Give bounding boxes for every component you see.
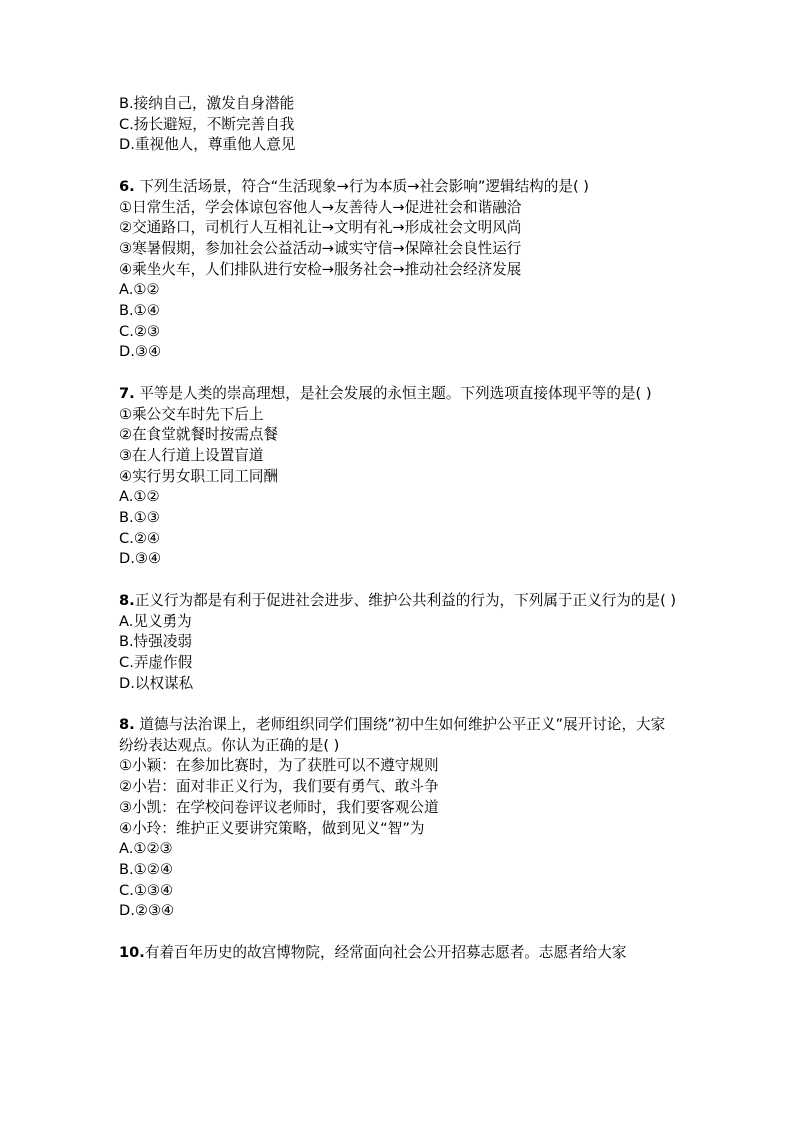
option-a: A.①② (119, 281, 160, 299)
option-a: A.①② (119, 488, 160, 506)
option-d: D.②③④ (119, 902, 175, 920)
statement-item: ①乘公交车时先下后上 (119, 405, 264, 423)
option-d: D.③④ (119, 343, 162, 361)
question-number: 8. (119, 716, 135, 734)
option-a: A.①②③ (119, 840, 173, 858)
question-text: 下列生活场景，符合“生活现象→行为本质→社会影响”逻辑结构的是( ) (134, 177, 589, 195)
statement-item: ④实行男女职工同工同酬 (119, 467, 279, 485)
question-7 (119, 384, 679, 570)
statement-item: ①日常生活，学会体谅包容他人→友善待人→促进社会和谐融洽 (119, 198, 522, 216)
question-number: 8. (119, 591, 135, 609)
statement-item: ②在食堂就餐时按需点餐 (119, 426, 279, 444)
option-b: B.①④ (119, 302, 160, 320)
statement-item: ①小颖：在参加比赛时，为了获胜可以不遵守规则 (119, 757, 439, 775)
option-b: B.①②④ (119, 860, 173, 878)
question-8b (119, 715, 679, 922)
option-c: C.②③ (119, 322, 160, 340)
question-stem (119, 715, 679, 756)
option-b: B.①③ (119, 509, 160, 527)
option-a: A.见义勇为 (119, 612, 192, 630)
statement-item: ④乘坐火车，人们排队进行安检→服务社会→推动社会经济发展 (119, 260, 522, 278)
statement-item: ③在人行道上设置盲道 (119, 446, 264, 464)
option-c: C.弄虚作假 (119, 653, 193, 671)
question-stem (119, 943, 679, 964)
option-d: D.重视他人，尊重他人意见 (119, 136, 296, 154)
option-d: D.以权谋私 (119, 674, 194, 692)
statement-item: ②小岩：面对非正义行为，我们要有勇气、敢斗争 (119, 778, 439, 796)
question-6 (119, 177, 679, 363)
question-stem (119, 177, 679, 198)
option-c: C.扬长避短，不断完善自我 (119, 115, 295, 133)
question-number: 10. (119, 943, 145, 961)
document-page (119, 94, 679, 963)
option-c: C.①③④ (119, 881, 174, 899)
question-text: 道德与法治课上，老师组织同学们围绕”初中生如何维护公平正义”展开讨论，大家纷纷表达观点。你认为正确的是( ) (119, 716, 666, 754)
statement-item: ③寒暑假期，参加社会公益活动→诚实守信→保障社会良性运行 (119, 239, 522, 257)
statement-item: ④小玲：维护正义要讲究策略，做到见义“智”为 (119, 819, 425, 837)
option-c: C.②④ (119, 529, 160, 547)
statement-item: ②交通路口，司机行人互相礼让→文明有礼→形成社会文明风尚 (119, 219, 522, 237)
question-text: 正义行为都是有利于促进社会进步、维护公共利益的行为，下列属于正义行为的是( ) (134, 591, 677, 609)
question-text: 平等是人类的崇高理想，是社会发展的永恒主题。下列选项直接体现平等的是( ) (134, 384, 652, 402)
question-number: 7. (119, 384, 135, 402)
statement-item: ③小凯：在学校问卷评议老师时，我们要客观公道 (119, 798, 439, 816)
question-10 (119, 943, 679, 964)
option-d: D.③④ (119, 550, 162, 568)
question-5-tail (119, 94, 679, 156)
option-b: B.接纳自己，激发自身潜能 (119, 95, 295, 112)
option-b: B.恃强凌弱 (119, 633, 193, 651)
question-stem (119, 591, 679, 612)
question-stem (119, 384, 679, 405)
question-text: 有着百年历史的故宫博物院，经常面向社会公开招募志愿者。志愿者给大家 (144, 943, 627, 961)
question-number: 6. (119, 177, 135, 195)
question-8a (119, 591, 679, 695)
